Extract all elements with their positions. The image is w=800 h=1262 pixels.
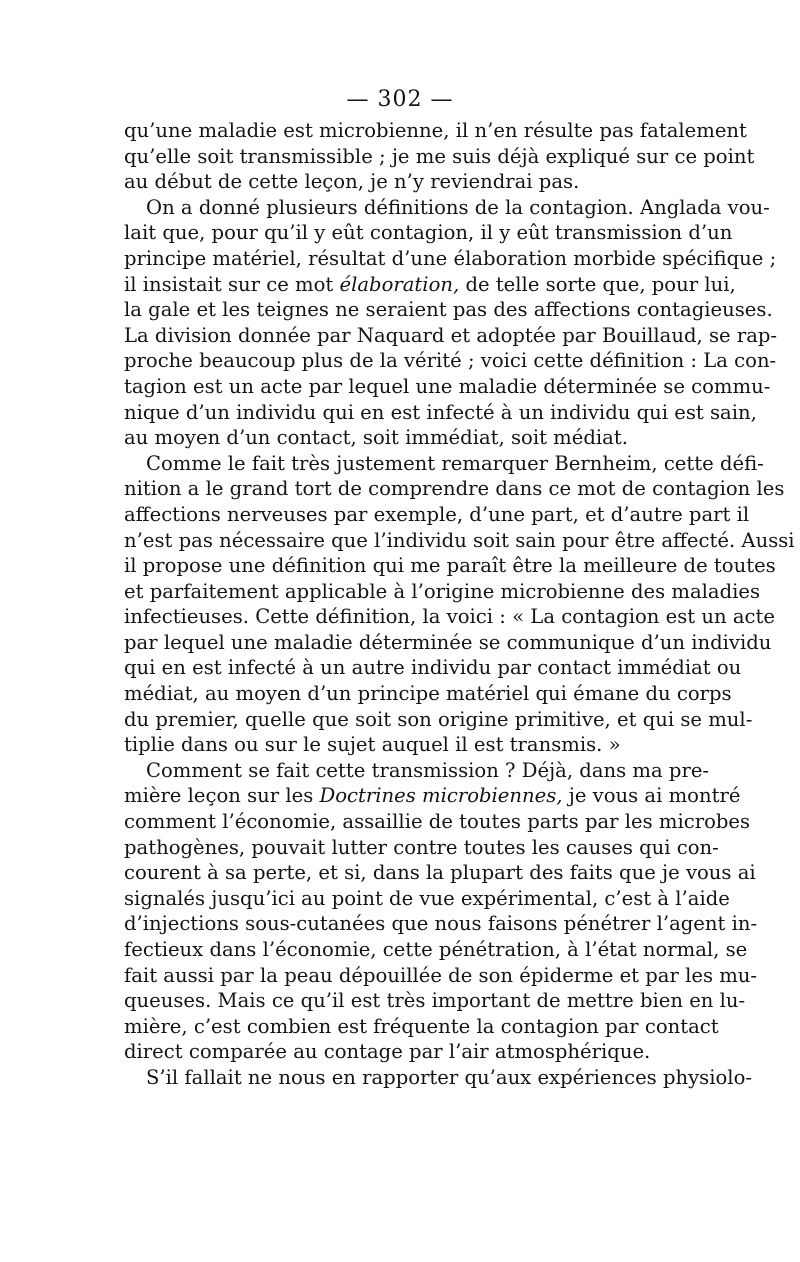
- text-line: médiat, au moyen d’un principe matériel qui émane du corps: [124, 682, 732, 706]
- text-line: il propose une définition qui me paraît être la meilleure de toutes: [124, 554, 776, 578]
- text-line: la gale et les teignes ne seraient pas des affections contagieuses.: [124, 298, 773, 322]
- page-number: — 302 —: [346, 87, 454, 112]
- text-line: signalés jusqu’ici au point de vue expérimental, c’est à l’aide: [124, 886, 730, 910]
- text-line: qu’une maladie est microbienne, il n’en résulte pas fatalement: [124, 119, 747, 142]
- text-line: d’injections sous-cutanées que nous faisons pénétrer l’agent in-: [124, 912, 758, 936]
- text-line: qui en est infecté à un autre individu par contact immédiat ou: [124, 656, 742, 680]
- text-line: S’il fallait ne nous en rapporter qu’aux expériences physiolo-: [146, 1065, 752, 1089]
- text-line: [124, 783, 741, 809]
- text-line: mière, c’est combien est fréquente la contagion par contact: [124, 1014, 719, 1038]
- text-line: queuses. Mais ce qu’il est très important de mettre bien en lu-: [124, 989, 746, 1013]
- text-line: [124, 272, 736, 298]
- text-line: nique d’un individu qui en est infecté à un individu qui est sain,: [124, 400, 757, 424]
- text-fragment: il insistait sur ce mot: [124, 272, 340, 296]
- text-line: comment l’économie, assaillie de toutes parts par les microbes: [124, 810, 751, 834]
- text-line: tiplie dans ou sur le sujet auquel il est transmis. »: [124, 733, 621, 757]
- text-line: pathogènes, pouvait lutter contre toutes les causes qui con-: [124, 835, 719, 859]
- text-line: proche beaucoup plus de la vérité ; voici cette définition : La con-: [124, 349, 777, 373]
- text-line: direct comparée au contage par l’air atmosphérique.: [124, 1040, 651, 1064]
- text-line: principe matériel, résultat d’une élaboration morbide spécifique ;: [124, 246, 777, 270]
- italic-term: Doctrines microbiennes,: [319, 784, 563, 808]
- text-line: lait que, pour qu’il y eût contagion, il y eût transmission d’un: [124, 221, 733, 245]
- text-line: tagion est un acte par lequel une maladie déterminée se commu-: [124, 374, 771, 398]
- text-line: fait aussi par la peau dépouillée de son épiderme et par les mu-: [124, 963, 758, 987]
- text-line: par lequel une maladie déterminée se communique d’un individu: [124, 630, 772, 654]
- italic-term: élaboration,: [339, 272, 460, 296]
- text-line: On a donné plusieurs définitions de la contagion. Anglada vou-: [146, 195, 770, 219]
- text-line: Comment se fait cette transmission ? Déjà, dans ma pre-: [146, 758, 710, 782]
- text-line: Comme le fait très justement remarquer Bernheim, cette défi-: [146, 451, 764, 475]
- text-line: fectieux dans l’économie, cette pénétration, à l’état normal, se: [124, 938, 748, 961]
- text-fragment: mière leçon sur les: [124, 784, 320, 808]
- body-text: [124, 118, 795, 1091]
- text-line: au moyen d’un contact, soit immédiat, soit médiat.: [124, 426, 628, 450]
- text-line: et parfaitement applicable à l’origine microbienne des maladies: [124, 579, 761, 603]
- text-line: au début de cette leçon, je n’y reviendrai pas.: [124, 170, 580, 194]
- text-line: affections nerveuses par exemple, d’une part, et d’autre part il: [124, 502, 750, 526]
- text-line: du premier, quelle que soit son origine primitive, et qui se mul-: [124, 707, 753, 731]
- text-line: nition a le grand tort de comprendre dans ce mot de contagion les: [124, 477, 785, 501]
- text-line: infectieuses. Cette définition, la voici : « La contagion est un acte: [124, 605, 775, 629]
- text-line: La division donnée par Naquard et adoptée par Bouillaud, se rap-: [124, 323, 778, 347]
- text-line: courent à sa perte, et si, dans la plupart des faits que je vous ai: [124, 861, 756, 885]
- text-fragment: de telle sorte que, pour lui,: [459, 272, 736, 296]
- text-line: n’est pas nécessaire que l’individu soit sain pour être affecté. Aussi: [124, 528, 795, 552]
- text-line: qu’elle soit transmissible ; je me suis déjà expliqué sur ce point: [124, 144, 755, 168]
- text-fragment: je vous ai montré: [562, 784, 741, 808]
